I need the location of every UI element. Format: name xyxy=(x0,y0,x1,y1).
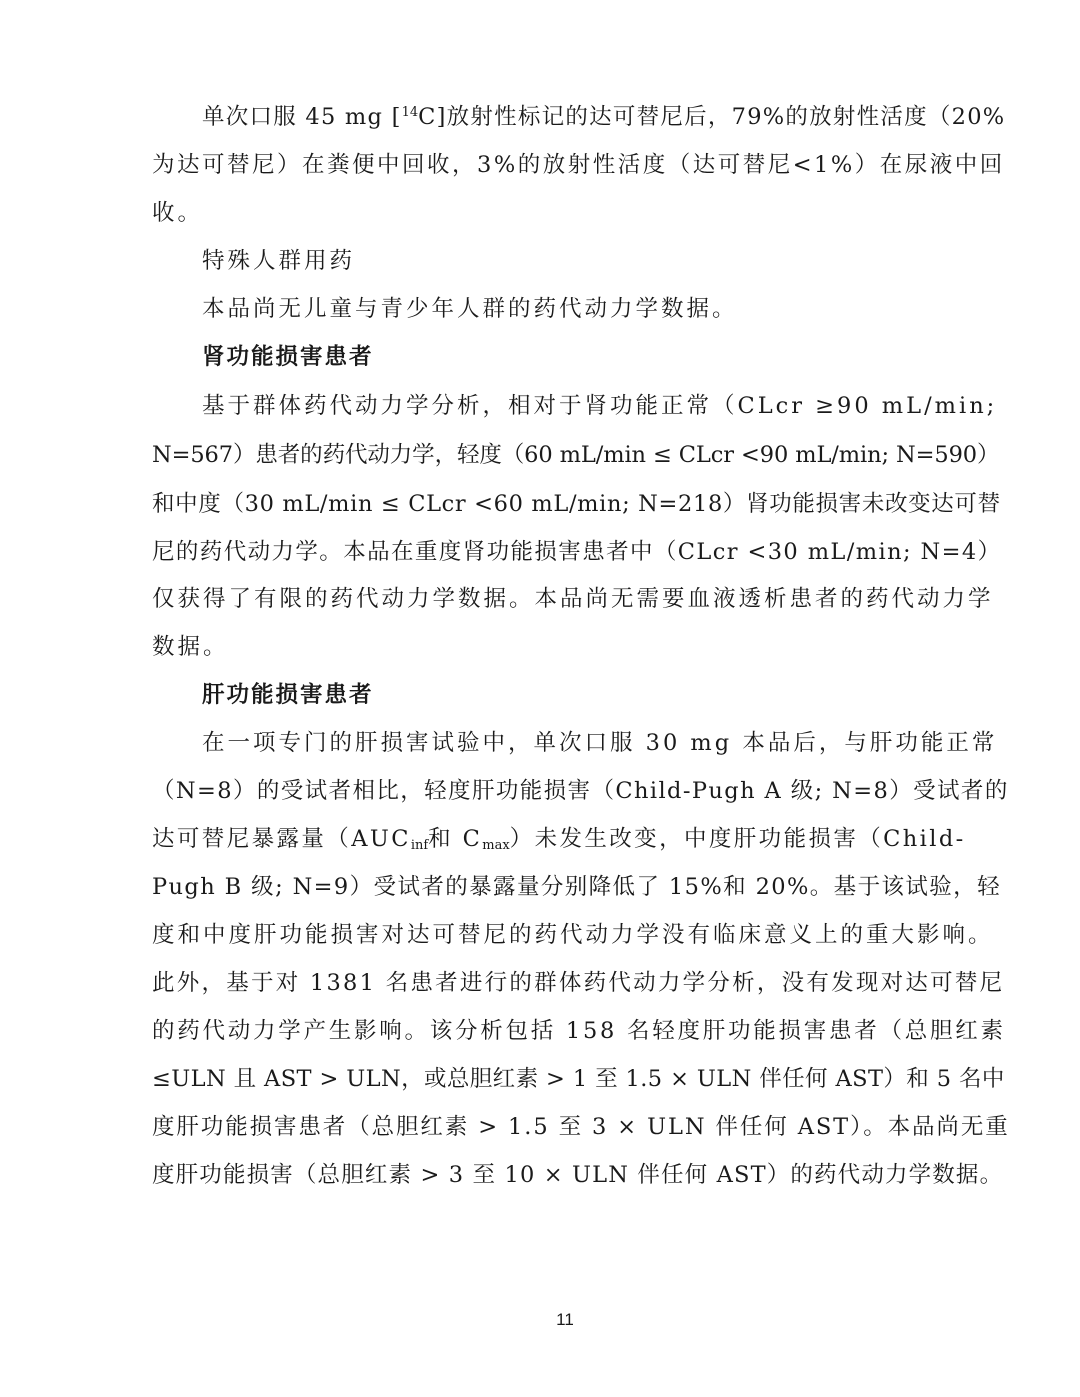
hepatic-line-6: 此外，基于对 1381 名患者进行的群体药代动力学分析，没有发现对达可替尼 xyxy=(152,970,1005,996)
special-populations-heading: 特殊人群用药 xyxy=(202,248,356,274)
renal-heading: 肾功能损害患者 xyxy=(202,344,374,370)
excretion-line-3: 收。 xyxy=(152,200,204,226)
hepatic-heading: 肝功能损害患者 xyxy=(202,682,374,708)
text-run: 达可替尼暴露量（AUC xyxy=(152,826,411,852)
renal-line-5: 仅获得了有限的药代动力学数据。本品尚无需要血液透析患者的药代动力学 xyxy=(152,586,994,612)
hepatic-line-9: 度肝功能损害患者（总胆红素 > 1.5 至 3 × ULN 伴任何 AST）。本品尚无重 xyxy=(152,1114,1010,1140)
page-number: 11 xyxy=(556,1310,574,1329)
auc-subscript: inf xyxy=(410,838,429,853)
hepatic-line-3 xyxy=(152,824,966,854)
text-run: C]放射性标记的达可替尼后，79%的放射性活度（20% xyxy=(418,104,1006,130)
renal-line-6: 数据。 xyxy=(152,634,229,660)
pediatric-text: 本品尚无儿童与青少年人群的药代动力学数据。 xyxy=(202,296,738,322)
renal-line-2: N=567）患者的药代动力学，轻度（60 mL/min ≤ CLcr <90 mL/min; N=590） xyxy=(152,442,1000,468)
text-run: ）未发生改变，中度肝功能损害（Child- xyxy=(509,826,966,852)
hepatic-line-10: 度肝功能损害（总胆红素 > 3 至 10 × ULN 伴任何 AST）的药代动力学数据。 xyxy=(152,1162,1004,1188)
text-run: 单次口服 45 mg [ xyxy=(202,104,402,130)
hepatic-line-2: （N=8）的受试者相比，轻度肝功能损害（Child-Pugh A 级; N=8）受试者的 xyxy=(152,778,1009,804)
hepatic-line-5: 度和中度肝功能损害对达可替尼的药代动力学没有临床意义上的重大影响。 xyxy=(152,922,994,948)
renal-line-4: 尼的药代动力学。本品在重度肾功能损害患者中（CLcr <30 mL/min; N=4） xyxy=(152,539,1002,565)
renal-line-3: 和中度（30 mL/min ≤ CLcr <60 mL/min; N=218）肾功能损害未改变达可替 xyxy=(152,491,1001,517)
hepatic-line-4: Pugh B 级; N=9）受试者的暴露量分别降低了 15%和 20%。基于该试验，轻 xyxy=(152,874,1001,900)
text-run: 和 C xyxy=(428,826,483,852)
hepatic-line-1: 在一项专门的肝损害试验中，单次口服 30 mg 本品后，与肝功能正常 xyxy=(202,730,998,756)
isotope-superscript: 14 xyxy=(401,105,419,120)
renal-line-1: 基于群体药代动力学分析，相对于肾功能正常（CLcr ≥90 mL/min; xyxy=(202,393,998,419)
hepatic-line-8: ≤ULN 且 AST > ULN，或总胆红素 > 1 至 1.5 × ULN 伴任何 AST）和 5 名中 xyxy=(152,1066,1005,1092)
hepatic-line-7: 的药代动力学产生影响。该分析包括 158 名轻度肝功能损害患者（总胆红素 xyxy=(152,1018,1006,1044)
cmax-subscript: max xyxy=(482,838,510,853)
excretion-line-1 xyxy=(202,102,1005,132)
excretion-line-2: 为达可替尼）在粪便中回收，3%的放射性活度（达可替尼<1%）在尿液中回 xyxy=(152,152,1005,178)
